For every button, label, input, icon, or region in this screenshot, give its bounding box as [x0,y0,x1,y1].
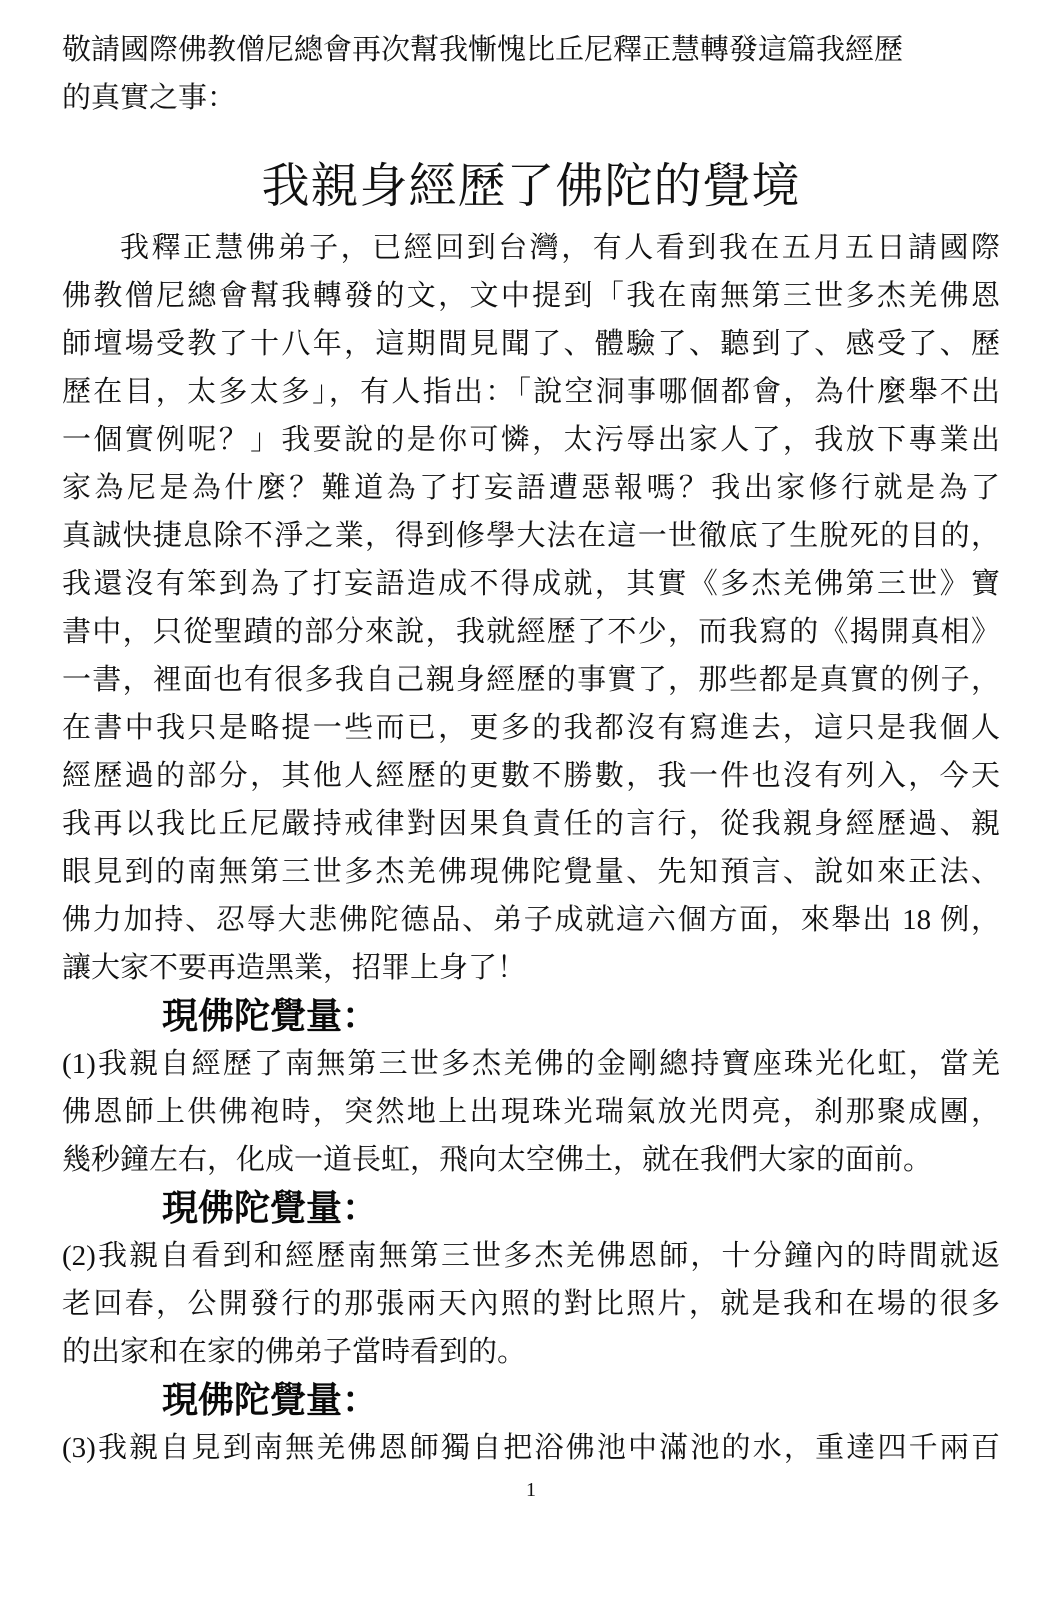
text-line: 我釋正慧佛弟子，已經回到台灣，有人看到我在五月五日請國際 [120,232,1000,264]
text-line: 我再以我比丘尼嚴持戒律對因果負責任的言行，從我親身經歷過、親 [62,808,1000,840]
section-heading: 現佛陀覺量： [162,1188,379,1228]
section-heading: 現佛陀覺量： [162,1380,379,1420]
document-title: 我親身經歷了佛陀的覺境 [261,160,801,213]
text-line: 敬請國際佛教僧尼總會再次幫我慚愧比丘尼釋正慧轉發這篇我經歷 [62,34,904,66]
intro-paragraph [62,26,1000,122]
text-line: 歷在目，太多太多」，有人指出：「說空洞事哪個都會，為什麼舉不出 [62,376,1000,408]
text-line: 的出家和在家的佛弟子當時看到的。 [62,1336,527,1368]
text-line: 書中，只從聖蹟的部分來說，我就經歷了不少，而我寫的《揭開真相》 [62,616,1000,648]
text-line: (2)我親自看到和經歷南無第三世多杰羌佛恩師，十分鐘內的時間就返 [62,1240,1000,1272]
text-line: 幾秒鐘左右，化成一道長虹，飛向太空佛土，就在我們大家的面前。 [62,1144,933,1176]
text-line: 老回春，公開發行的那張兩天內照的對比照片，就是我和在場的很多 [62,1288,1000,1320]
text-line: 的真實之事： [62,82,237,114]
page-number: 1 [526,1479,536,1501]
section-example-2 [62,1184,1000,1376]
section-example-3 [62,1376,1000,1472]
text-line: 讓大家不要再造黑業，招罪上身了！ [62,952,527,984]
text-line: 佛力加持、忍辱大悲佛陀德品、弟子成就這六個方面，來舉出 18 例， [62,904,1000,936]
text-line: 在書中我只是略提一些而已，更多的我都沒有寫進去，這只是我個人 [62,712,1000,744]
text-line: 佛教僧尼總會幫我轉發的文，文中提到「我在南無第三世多杰羌佛恩 [62,280,1000,312]
text-line: 佛恩師上供佛袍時，突然地上出現珠光瑞氣放光閃亮，刹那聚成團， [62,1096,1000,1128]
text-line: (3)我親自見到南無羌佛恩師獨自把浴佛池中滿池的水，重達四千兩百 [62,1432,1000,1464]
text-line: 一書，裡面也有很多我自己親身經歷的事實了，那些都是真實的例子， [62,664,1000,696]
text-line: 一個實例呢？」我要說的是你可憐，太污辱出家人了，我放下專業出 [62,424,1000,456]
section-heading: 現佛陀覺量： [162,996,379,1036]
text-line: 家為尼是為什麼？難道為了打妄語遭惡報嗎？我出家修行就是為了 [62,472,1000,504]
body-paragraph [62,224,1000,992]
section-example-1 [62,992,1000,1184]
text-line: 經歷過的部分，其他人經歷的更數不勝數，我一件也沒有列入，今天 [62,760,1000,792]
text-line: (1)我親自經歷了南無第三世多杰羌佛的金剛總持寶座珠光化虹，當羌 [62,1048,1000,1080]
text-line: 師壇場受教了十八年，這期間見聞了、體驗了、聽到了、感受了、歷 [62,328,1000,360]
text-line: 真誠快捷息除不淨之業，得到修學大法在這一世徹底了生脫死的目的， [62,520,1000,552]
text-line: 我還沒有笨到為了打妄語造成不得成就，其實《多杰羌佛第三世》寶 [62,568,1000,600]
text-line: 眼見到的南無第三世多杰羌佛現佛陀覺量、先知預言、說如來正法、 [62,856,1000,888]
